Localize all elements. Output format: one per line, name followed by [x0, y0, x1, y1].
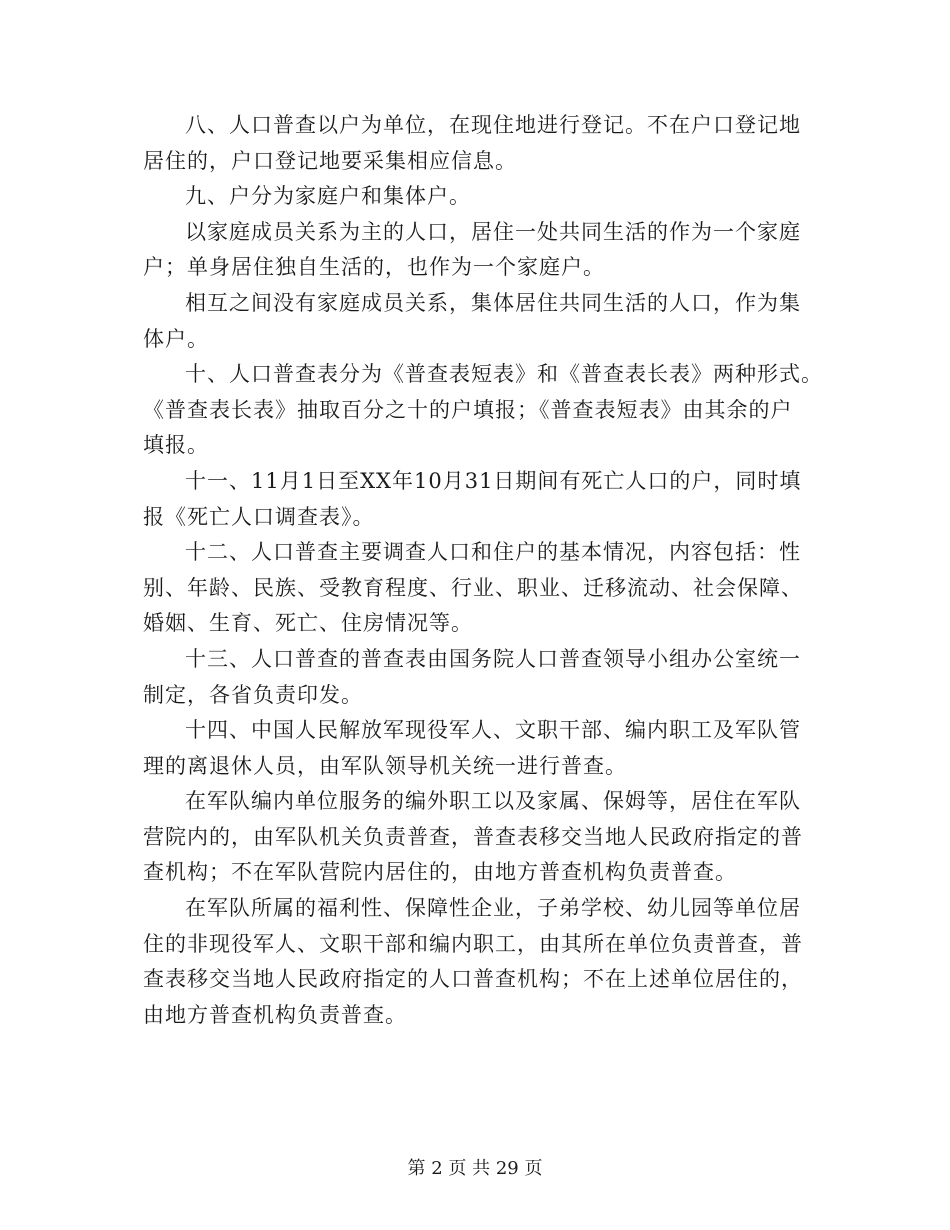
- text-line: 查表移交当地人民政府指定的人口普查机构；不在上述单位居住的，: [143, 967, 803, 992]
- text-line: 十一、11月1日至XX年10月31日期间有死亡人口的户，同时填: [185, 468, 802, 493]
- paragraph: [143, 464, 807, 535]
- text-line: 十二、人口普查主要调查人口和住户的基本情况，内容包括：性: [185, 540, 801, 565]
- paragraph: [143, 215, 807, 286]
- text-line: 别、年龄、民族、受教育程度、行业、职业、迁移流动、社会保障、: [143, 575, 803, 600]
- text-line: 居住的，户口登记地要采集相应信息。: [143, 148, 517, 173]
- text-line: 制定，各省负责印发。: [143, 682, 363, 707]
- paragraph: [143, 286, 807, 357]
- paragraph: [143, 535, 807, 642]
- paragraph: [143, 642, 807, 713]
- text-line: 在军队所属的福利性、保障性企业，子弟学校、幼儿园等单位居: [185, 896, 801, 921]
- text-line: 理的离退休人员，由军队领导机关统一进行普查。: [143, 753, 627, 778]
- text-line: 八、人口普查以户为单位，在现住地进行登记。不在户口登记地: [185, 113, 801, 137]
- paragraph: [143, 179, 807, 215]
- paragraph: [143, 891, 807, 1033]
- text-line: 十三、人口普查的普查表由国务院人口普查领导小组办公室统一: [185, 646, 801, 671]
- document-body: [143, 108, 823, 1033]
- paragraph: [143, 357, 823, 464]
- text-line: 体户。: [143, 326, 209, 351]
- paragraph: [143, 784, 807, 891]
- text-line: 住的非现役军人、文职干部和编内职工，由其所在单位负责普查，普: [143, 931, 803, 956]
- text-line: 户；单身居住独自生活的，也作为一个家庭户。: [143, 255, 605, 280]
- text-line: 在军队编内单位服务的编外职工以及家属、保姆等，居住在军队: [185, 789, 801, 814]
- page-number-footer: 第 2 页 共 29 页: [407, 1158, 543, 1179]
- text-line: 填报。: [143, 433, 209, 458]
- paragraph: [143, 713, 807, 784]
- text-line: 《普查表长表》抽取百分之十的户填报；《普查表短表》由其余的户: [143, 397, 793, 422]
- paragraph: [143, 108, 807, 179]
- text-line: 由地方普查机构负责普查。: [143, 1002, 407, 1027]
- text-line: 查机构；不在军队营院内居住的，由地方普查机构负责普查。: [143, 860, 737, 885]
- text-line: 以家庭成员关系为主的人口，居住一处共同生活的作为一个家庭: [185, 219, 801, 244]
- text-line: 十四、中国人民解放军现役军人、文职干部、编内职工及军队管: [185, 718, 801, 743]
- text-line: 报《死亡人口调查表》。: [143, 504, 375, 529]
- text-line: 婚姻、生育、死亡、住房情况等。: [143, 611, 473, 636]
- text-line: 十、人口普查表分为《普查表短表》和《普查表长表》两种形式。: [185, 362, 823, 387]
- text-line: 营院内的，由军队机关负责普查，普查表移交当地人民政府指定的普: [143, 824, 803, 849]
- text-line: 相互之间没有家庭成员关系，集体居住共同生活的人口，作为集: [185, 290, 801, 315]
- text-line: 九、户分为家庭户和集体户。: [185, 184, 471, 209]
